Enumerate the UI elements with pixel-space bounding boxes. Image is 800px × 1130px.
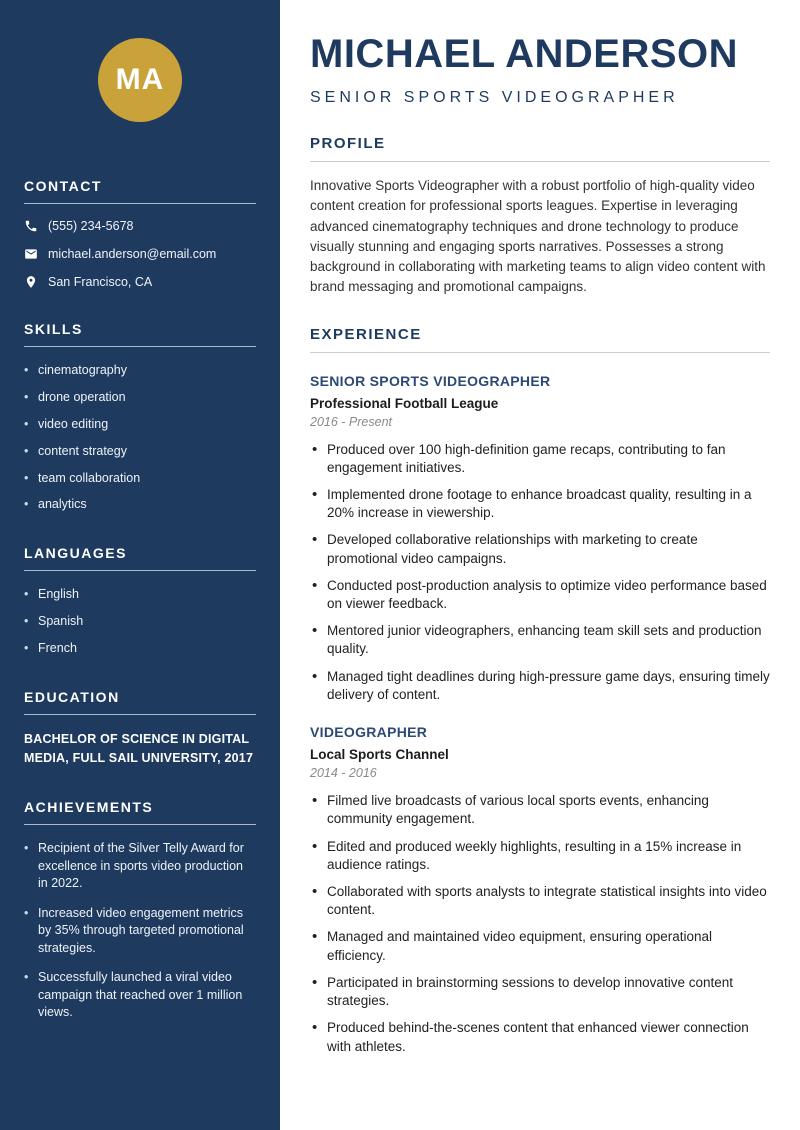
skills-list [24, 362, 256, 513]
job-bullet: • Participated in brainstorming sessions to develop innovative content strategies. [310, 974, 770, 1010]
job-bullet: • Edited and produced weekly highlights, resulting in a 15% increase in audience ratings. [310, 838, 770, 874]
main-content [280, 0, 800, 1130]
job-bullet: • Produced over 100 high-definition game recaps, contributing to fan engagement initiatives. [310, 441, 770, 477]
achievements-heading: ACHIEVEMENTS [24, 799, 256, 825]
phone-icon [24, 219, 38, 233]
achievements-section [24, 799, 256, 1022]
contact-email-text: michael.anderson@email.com [48, 247, 217, 261]
job-dates: 2016 - Present [310, 414, 392, 429]
job-bullet: • Produced behind-the-scenes content that enhanced viewer connection with athletes. [310, 1019, 770, 1055]
job-bullets [310, 792, 770, 1056]
job-title: VIDEOGRAPHER [310, 724, 428, 741]
skill-item: • drone operation [24, 389, 256, 406]
sidebar [0, 0, 280, 1130]
experience-job-2 [310, 724, 770, 1056]
avatar-wrap [24, 38, 256, 122]
education-heading: EDUCATION [24, 689, 256, 715]
skill-item: • content strategy [24, 443, 256, 460]
profile-text: Innovative Sports Videographer with a robust portfolio of high-quality video content creation for professional sports leagues. Expertise in leveraging advanced cinematography techniques and drone technology to produce visually stunning and engaging sports narratives. Possesses a strong background in collaborating with marketing teams to align video content with brand messaging and promotional campaigns. [310, 178, 766, 295]
languages-section [24, 545, 256, 657]
skills-heading: SKILLS [24, 321, 256, 347]
language-item: • French [24, 640, 256, 657]
achievement-item: • Increased video engagement metrics by 35% through targeted promotional strategies. [24, 905, 256, 958]
job-dates: 2014 - 2016 [310, 766, 377, 781]
job-bullet: • Developed collaborative relationships with marketing to create promotional video campaigns. [310, 531, 770, 567]
job-bullet: • Conducted post-production analysis to optimize video performance based on viewer feedback. [310, 577, 770, 613]
candidate-name: MICHAEL ANDERSON [310, 32, 739, 76]
avatar-initials: MA [115, 63, 165, 96]
skill-item: • team collaboration [24, 470, 256, 487]
achievement-item: • Recipient of the Silver Telly Award for excellence in sports video production in 2022. [24, 840, 256, 893]
skill-item: • cinematography [24, 362, 256, 379]
job-bullet: • Managed tight deadlines during high-pressure game days, ensuring timely delivery of content. [310, 668, 770, 704]
location-icon [24, 275, 38, 289]
job-bullet: • Mentored junior videographers, enhancing team skill sets and production quality. [310, 622, 770, 658]
job-company: Local Sports Channel [310, 747, 449, 763]
job-bullet: • Collaborated with sports analysts to integrate statistical insights into video content. [310, 883, 770, 919]
job-bullets [310, 441, 770, 705]
contact-phone-text: (555) 234-5678 [48, 219, 134, 233]
contact-item-phone [24, 219, 256, 233]
skill-item: • analytics [24, 496, 256, 513]
job-bullet: • Implemented drone footage to enhance broadcast quality, resulting in a 20% increase in viewership. [310, 486, 770, 522]
contact-heading: CONTACT [24, 178, 256, 204]
languages-heading: LANGUAGES [24, 545, 256, 571]
contact-item-location [24, 275, 256, 289]
job-bullet: • Managed and maintained video equipment, ensuring operational efficiency. [310, 928, 770, 964]
experience-section [310, 326, 770, 1056]
contact-section [24, 178, 256, 289]
skills-section [24, 321, 256, 513]
language-item: • English [24, 586, 256, 603]
languages-list [24, 586, 256, 657]
achievements-list [24, 840, 256, 1022]
experience-job-1 [310, 373, 770, 705]
job-bullet: • Filmed live broadcasts of various local sports events, enhancing community engagement. [310, 792, 770, 828]
contact-item-email [24, 247, 256, 261]
education-section [24, 689, 256, 768]
job-title: SENIOR SPORTS VIDEOGRAPHER [310, 372, 551, 389]
experience-heading: EXPERIENCE [310, 326, 770, 353]
education-degree: BACHELOR OF SCIENCE IN DIGITAL MEDIA, FULL SAIL UNIVERSITY, 2017 [24, 731, 254, 765]
email-icon [24, 247, 38, 261]
candidate-title: SENIOR SPORTS VIDEOGRAPHER [310, 89, 679, 106]
profile-heading: PROFILE [310, 135, 770, 162]
skill-item: • video editing [24, 416, 256, 433]
job-company: Professional Football League [310, 395, 499, 411]
profile-section [310, 135, 770, 298]
contact-location-text: San Francisco, CA [48, 275, 153, 289]
language-item: • Spanish [24, 613, 256, 630]
avatar [98, 38, 182, 122]
achievement-item: • Successfully launched a viral video campaign that reached over 1 million views. [24, 969, 256, 1022]
